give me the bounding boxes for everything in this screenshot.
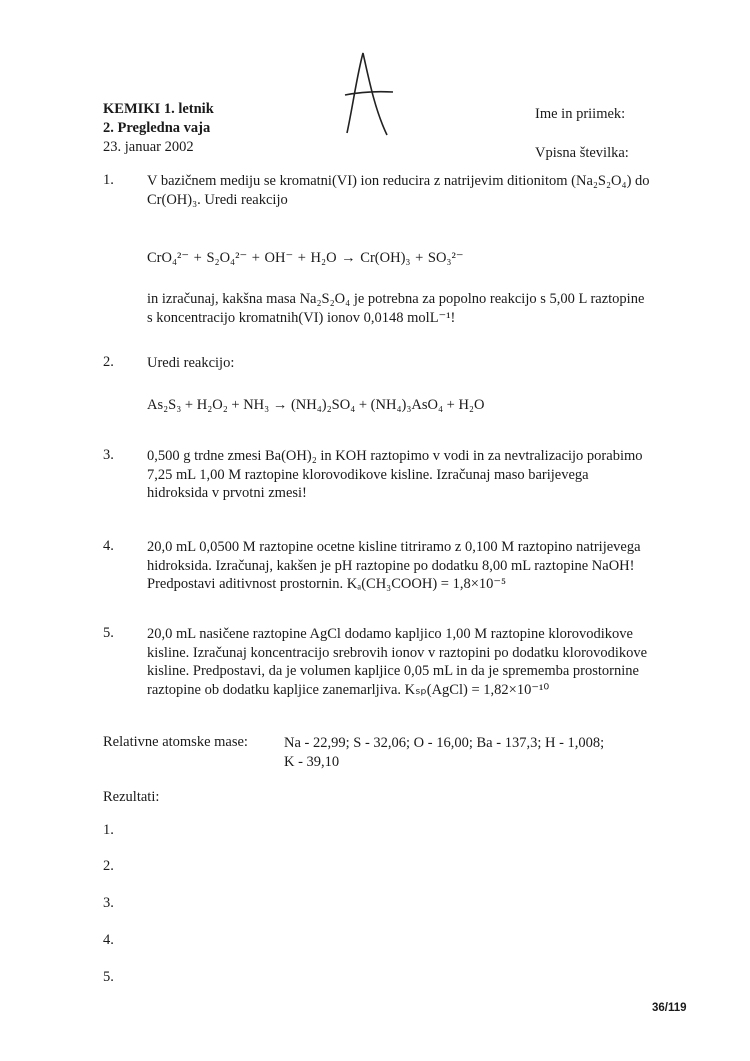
- result-5: 5.: [103, 969, 114, 985]
- page-number: 36/119: [652, 1002, 687, 1014]
- question-1-equation: CrO₄²⁻ + S₂O₄²⁻ + OH⁻ + H₂O → Cr(OH)₃ + SO₃²⁻: [147, 250, 464, 266]
- question-4-number: 4.: [103, 538, 114, 554]
- date: 23. januar 2002: [103, 139, 194, 155]
- question-5-text: 20,0 mL nasičene raztopine AgCl dodamo kapljico 1,00 M raztopine klorovodikove kisline. Izračunaj koncentracijo srebrovih ionov v raztopini po dodatku klorovodikove kisline. Predpostavi, da je volumen kapljice 0,05 mL in da je sprememba prostornine raztopine ob dodatku kapljice zanemarljiva. Kₛₚ(AgCl) = 1,82×10⁻¹⁰: [147, 626, 648, 698]
- question-5-number: 5.: [103, 625, 114, 641]
- question-2-number: 2.: [103, 354, 114, 370]
- question-3-number: 3.: [103, 447, 114, 463]
- result-4: 4.: [103, 932, 114, 948]
- question-2-equation: As₂S₃ + H₂O₂ + NH₃ → (NH₄)₂SO₄ + (NH₄)₃AsO₄ + H₂O: [147, 397, 485, 413]
- result-2: 2.: [103, 858, 114, 874]
- question-1-text-after: in izračunaj, kakšna masa Na₂S₂O₄ je potrebna za popolno reakcijo s 5,00 L raztopine s koncentracijo kromatnih(VI) ionov 0,0148 molL⁻¹!: [147, 291, 645, 326]
- question-1-number: 1.: [103, 172, 114, 188]
- results-label: Rezultati:: [103, 789, 160, 805]
- handwritten-a-mark: [335, 45, 400, 140]
- name-label: Ime in priimek:: [535, 106, 626, 122]
- question-1-text: V bazičnem mediju se kromatni(VI) ion reducira z natrijevim ditionitom (Na₂S₂O₄) do Cr(OH)₃. Uredi reakcijo: [147, 173, 650, 208]
- course-title: KEMIKI 1. letnik: [103, 101, 214, 117]
- atomic-masses-values: Na - 22,99; S - 32,06; O - 16,00; Ba - 137,3; H - 1,008; K - 39,10: [284, 735, 605, 770]
- question-2-text: Uredi reakcijo:: [147, 355, 235, 371]
- result-3: 3.: [103, 895, 114, 911]
- question-4-text: 20,0 mL 0,0500 M raztopine ocetne kisline titriramo z 0,100 M raztopino natrijevega hidroksida. Izračunaj, kakšen je pH raztopine po dodatku 8,00 mL raztopine NaOH! Predpostavi aditivnost prostornin. Kₐ(CH₃COOH) = 1,8×10⁻⁵: [147, 539, 641, 592]
- student-id-label: Vpisna številka:: [535, 145, 629, 161]
- atomic-masses-label: Relativne atomske mase:: [103, 734, 248, 750]
- result-1: 1.: [103, 822, 114, 838]
- question-3-text: 0,500 g trdne zmesi Ba(OH)₂ in KOH raztopimo v vodi in za nevtralizacijo porabimo 7,25 mL 1,00 M raztopine klorovodikove kisline. Izračunaj maso barijevega hidroksida v prvotni zmesi!: [147, 448, 643, 501]
- exercise-title: 2. Pregledna vaja: [103, 120, 211, 136]
